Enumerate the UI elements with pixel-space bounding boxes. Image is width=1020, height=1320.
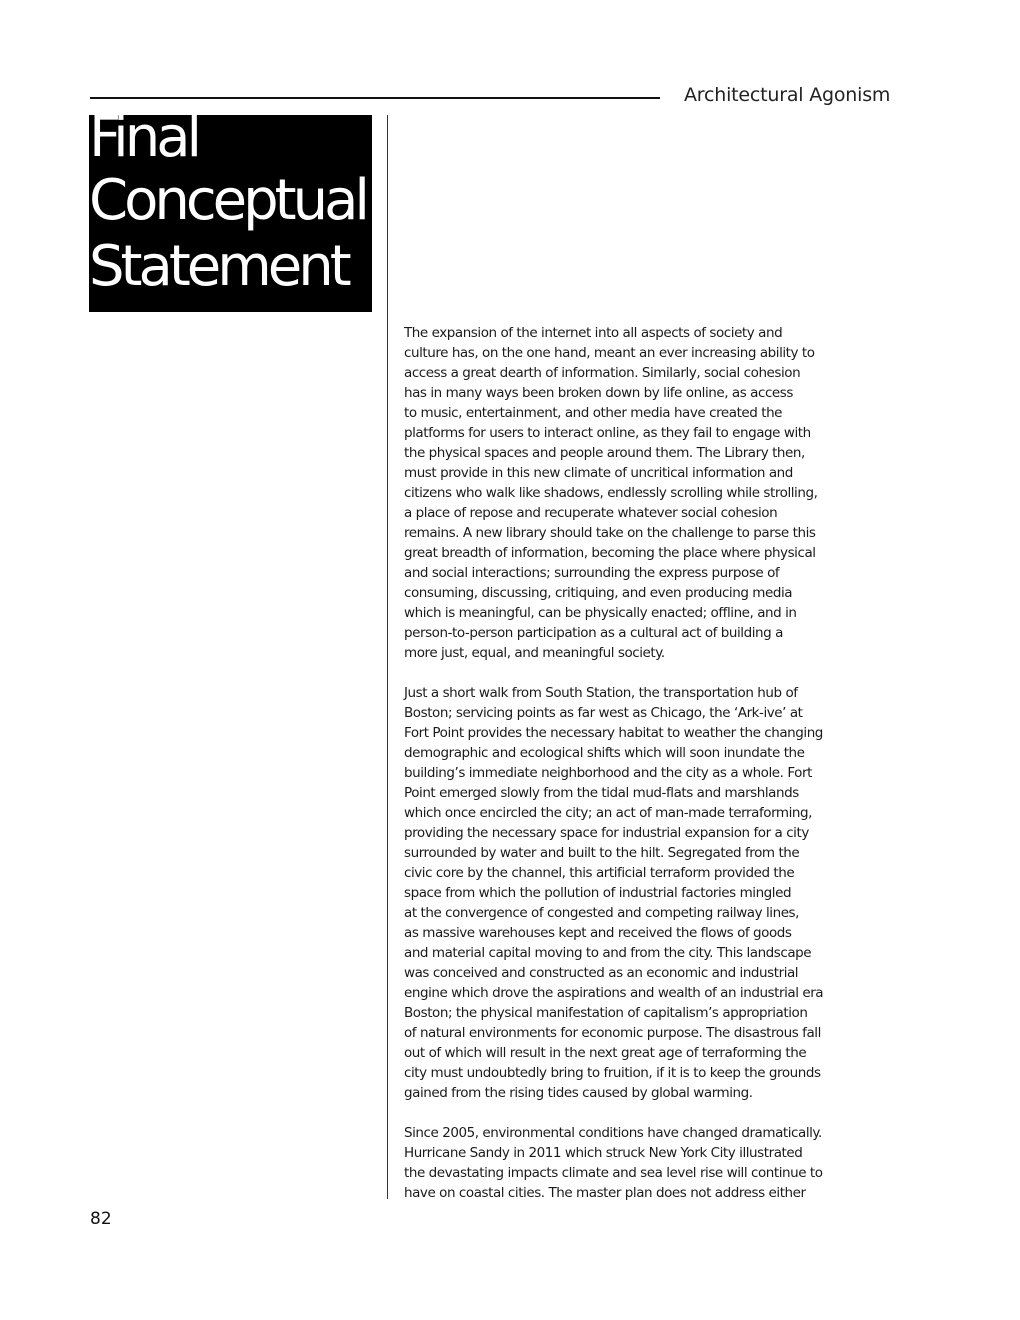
text-line: space from which the pollution of industrial factories mingled	[404, 885, 792, 901]
text-line: the physical spaces and people around them. The Library then,	[404, 445, 805, 461]
column-rule	[387, 115, 388, 1199]
title-block	[89, 115, 372, 312]
text-line: more just, equal, and meaningful society.	[404, 645, 665, 661]
text-line: has in many ways been broken down by life online, as access	[404, 385, 793, 401]
text-line: Point emerged slowly from the tidal mud-flats and marshlands	[404, 785, 799, 801]
text-line: culture has, on the one hand, meant an ever increasing ability to	[404, 345, 815, 361]
text-line: civic core by the channel, this artificial terraform provided the	[404, 865, 795, 881]
text-line: as massive warehouses kept and received the flows of goods	[404, 925, 792, 941]
text-line: person-to-person participation as a cultural act of building a	[404, 625, 783, 641]
text-line: and social interactions; surrounding the express purpose of	[404, 565, 780, 581]
body-text	[404, 323, 864, 1223]
text-line: The expansion of the internet into all aspects of society and	[404, 325, 783, 341]
text-line: Just a short walk from South Station, the transportation hub of	[404, 685, 798, 701]
body-paragraph	[404, 323, 864, 663]
text-line: surrounded by water and built to the hilt. Segregated from the	[404, 845, 800, 861]
text-line: platforms for users to interact online, as they fail to engage with	[404, 425, 811, 441]
text-line: Since 2005, environmental conditions have changed dramatically.	[404, 1125, 822, 1141]
text-line: gained from the rising tides caused by global warming.	[404, 1085, 753, 1101]
text-line: which is meaningful, can be physically enacted; offline, and in	[404, 605, 797, 621]
text-line: a place of repose and recuperate whatever social cohesion	[404, 505, 778, 521]
text-line: providing the necessary space for industrial expansion for a city	[404, 825, 809, 841]
text-line: city must undoubtedly bring to fruition, if it is to keep the grounds	[404, 1065, 821, 1081]
text-line: great breadth of information, becoming the place where physical	[404, 545, 816, 561]
title-line: Statement	[89, 234, 348, 299]
text-line: consuming, discussing, critiquing, and even producing media	[404, 585, 793, 601]
text-line: demographic and ecological shifts which will soon inundate the	[404, 745, 805, 761]
text-line: citizens who walk like shadows, endlessly scrolling while strolling,	[404, 485, 818, 501]
text-line: and material capital moving to and from the city. This landscape	[404, 945, 812, 961]
running-header: Architectural Agonism	[684, 84, 891, 106]
header-rule	[90, 97, 660, 99]
body-paragraph	[404, 683, 864, 1103]
text-line: Hurricane Sandy in 2011 which struck New York City illustrated	[404, 1145, 803, 1161]
title-line: Final	[89, 115, 199, 170]
text-line: engine which drove the aspirations and wealth of an industrial era	[404, 985, 824, 1001]
text-line: was conceived and constructed as an economic and industrial	[404, 965, 799, 981]
title-line: Conceptual	[89, 168, 366, 233]
text-line: building’s immediate neighborhood and the city as a whole. Fort	[404, 765, 812, 781]
text-line: must provide in this new climate of uncritical information and	[404, 465, 793, 481]
text-line: at the convergence of congested and competing railway lines,	[404, 905, 799, 921]
text-line: remains. A new library should take on the challenge to parse this	[404, 525, 816, 541]
text-line: have on coastal cities. The master plan does not address either	[404, 1185, 806, 1201]
text-line: of natural environments for economic purpose. The disastrous fall	[404, 1025, 821, 1041]
text-line: access a great dearth of information. Similarly, social cohesion	[404, 365, 801, 381]
body-paragraph	[404, 1123, 864, 1203]
text-line: which once encircled the city; an act of man-made terraforming,	[404, 805, 812, 821]
text-line: Boston; the physical manifestation of capitalism’s appropriation	[404, 1005, 808, 1021]
text-line: Fort Point provides the necessary habitat to weather the changing	[404, 725, 823, 741]
text-line: to music, entertainment, and other media have created the	[404, 405, 783, 421]
text-line: Boston; servicing points as far west as Chicago, the ‘Ark-ive’ at	[404, 705, 803, 721]
text-line: the devastating impacts climate and sea level rise will continue to	[404, 1165, 823, 1181]
text-line: out of which will result in the next great age of terraforming the	[404, 1045, 807, 1061]
page-number: 82	[90, 1209, 112, 1229]
